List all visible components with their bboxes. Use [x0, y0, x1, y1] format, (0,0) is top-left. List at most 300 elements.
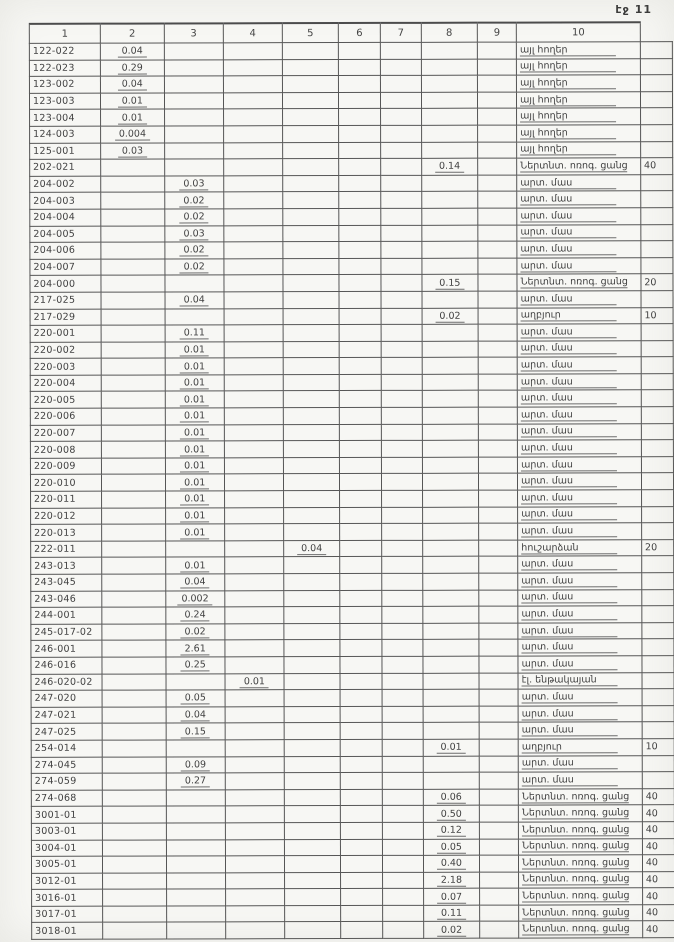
margin-note	[642, 705, 674, 722]
area-value-cell-col7	[383, 872, 424, 889]
area-value-cell-col5	[283, 291, 339, 308]
area-value-cell-col3	[166, 624, 225, 641]
area-value: 0.02	[179, 195, 208, 207]
area-value-cell-col4	[225, 856, 284, 873]
area-value-cell-col3	[165, 574, 224, 591]
parcel-code-cell: 274-068	[31, 790, 102, 807]
area-value-cell-col6	[340, 573, 382, 590]
margin-note	[642, 589, 674, 606]
parcel-code-cell: 3003-01	[31, 823, 102, 840]
landuse-cell	[518, 573, 642, 590]
landuse-cell	[518, 490, 642, 507]
area-value-cell-col7	[382, 656, 423, 673]
parcel-code-cell: 204-007	[30, 259, 101, 276]
area-value-cell-col6	[340, 706, 382, 723]
area-value-cell-col5	[284, 623, 340, 640]
table-header	[29, 22, 672, 43]
landuse-text: արտ. մաս	[522, 658, 618, 670]
landuse-text: արտ. մաս	[521, 326, 617, 338]
area-value-cell-col4	[225, 723, 284, 740]
area-value-cell-col4	[224, 391, 283, 408]
column-header-1: 1	[29, 24, 100, 44]
area-value-cell-col5	[283, 441, 339, 458]
area-value-cell-col8	[422, 507, 478, 524]
area-value-cell-col8	[423, 739, 479, 756]
area-value-cell-col5	[283, 374, 339, 391]
landuse-text: արտ. մաս	[520, 210, 616, 222]
area-value: 0.24	[180, 610, 209, 622]
area-value: 0.03	[118, 145, 147, 157]
margin-note	[642, 556, 674, 573]
area-value: 0.004	[115, 129, 150, 141]
area-value-cell-col5	[283, 424, 339, 441]
area-value-cell-col6	[340, 607, 382, 624]
area-value-cell-col8	[422, 474, 478, 491]
area-value-cell-col5	[282, 126, 338, 143]
area-value-cell-col5	[283, 358, 339, 375]
parcel-code-cell: 220-006	[30, 408, 101, 425]
table-row	[31, 656, 674, 674]
parcel-code-cell: 3018-01	[32, 923, 103, 940]
area-value-cell-col2	[102, 740, 166, 757]
area-value-cell-col4	[225, 557, 284, 574]
area-value-cell-col7	[382, 424, 423, 441]
area-value-cell-col9	[479, 805, 518, 822]
area-value-cell-col3	[165, 491, 224, 508]
area-value-cell-col7	[381, 76, 422, 93]
area-value-cell-col4	[225, 839, 284, 856]
area-value-cell-col3	[164, 93, 223, 110]
area-value-cell-col7	[382, 640, 423, 657]
area-value-cell-col4	[225, 623, 284, 640]
area-value-cell-col3	[165, 590, 224, 607]
table-row	[30, 241, 673, 259]
area-value-cell-col2	[102, 607, 166, 624]
area-value-cell-col6	[340, 524, 382, 541]
area-value-cell-col9	[478, 341, 517, 358]
area-value-cell-col2	[102, 723, 166, 740]
margin-note	[641, 390, 673, 407]
parcel-code-cell: 3016-01	[32, 889, 103, 906]
area-value: 0.27	[181, 776, 210, 788]
parcel-code-cell: 243-013	[31, 558, 102, 575]
area-value-cell-col9	[479, 706, 518, 723]
area-value-cell-col8	[423, 922, 479, 939]
area-value: 0.11	[437, 908, 466, 920]
landuse-cell	[518, 689, 642, 706]
area-value-cell-col2	[101, 275, 165, 292]
parcel-code-cell: 204-000	[30, 275, 101, 292]
table-row	[31, 855, 674, 873]
parcel-code-cell: 124-003	[30, 126, 101, 143]
area-value-cell-col8	[423, 905, 479, 922]
landuse-cell	[516, 42, 640, 59]
area-value: 0.11	[180, 328, 209, 340]
landuse-text: արտ. մաս	[521, 426, 617, 438]
area-value-cell-col3	[166, 723, 225, 740]
area-value-cell-col6	[339, 308, 381, 325]
landuse-text: Ներտնտ. ոռոգ. ցանց	[522, 906, 630, 919]
area-value-cell-col2	[101, 375, 165, 392]
area-value-cell-col8	[423, 673, 479, 690]
area-value-cell-col3	[165, 275, 224, 292]
area-value: 0.01	[180, 510, 209, 522]
margin-note	[642, 772, 674, 789]
area-value: 0.01	[180, 461, 209, 473]
area-value-cell-col4	[223, 76, 282, 93]
area-value-cell-col5	[284, 690, 340, 707]
area-value-cell-col6	[340, 457, 382, 474]
area-value-cell-col8	[422, 324, 478, 341]
landuse-text: արտ. մաս	[521, 525, 617, 537]
area-value-cell-col9	[478, 490, 517, 507]
area-value-cell-col7	[382, 540, 423, 557]
area-value-cell-col9	[479, 739, 518, 756]
area-value: 0.15	[435, 277, 464, 289]
area-value-cell-col9	[479, 573, 518, 590]
landuse-cell	[518, 788, 642, 805]
margin-note	[640, 125, 672, 142]
area-value-cell-col3	[165, 259, 224, 276]
table-row	[31, 672, 674, 690]
landuse-cell	[518, 739, 642, 756]
area-value-cell-col4	[223, 159, 282, 176]
area-value-cell-col9	[480, 922, 519, 939]
area-value-cell-col3	[166, 823, 225, 840]
parcel-code-cell: 274-059	[31, 773, 102, 790]
area-value-cell-col4	[224, 258, 283, 275]
parcel-code-cell: 204-003	[30, 193, 101, 210]
area-value: 0.09	[181, 759, 210, 771]
area-value-cell-col7	[381, 59, 422, 76]
area-value-cell-col6	[341, 856, 383, 873]
landuse-text: արտ. մաս	[521, 393, 617, 405]
table-row	[30, 141, 673, 159]
landuse-cell	[517, 423, 641, 440]
area-value: 0.14	[435, 161, 464, 173]
area-value: 0.02	[180, 245, 209, 257]
area-value-cell-col2	[101, 209, 165, 226]
area-value-cell-col6	[339, 76, 381, 93]
landuse-cell	[519, 921, 643, 938]
area-value-cell-col4	[224, 308, 283, 325]
area-value-cell-col8	[423, 573, 479, 590]
margin-note	[641, 490, 673, 507]
margin-note	[641, 357, 673, 374]
area-value-cell-col2	[102, 757, 166, 774]
parcel-code-cell: 246-020-02	[31, 674, 102, 691]
area-value-cell-col2	[100, 60, 164, 77]
area-value: 0.01	[180, 494, 209, 506]
landuse-cell	[518, 556, 642, 573]
area-value-cell-col6	[339, 441, 381, 458]
area-value-cell-col2	[102, 790, 166, 807]
margin-note	[640, 91, 672, 108]
area-value-cell-col9	[477, 108, 516, 125]
landuse-text: Ներտնտ. ոռոգ. ցանց	[522, 823, 630, 836]
area-value: 0.01	[180, 361, 209, 373]
area-value-cell-col6	[339, 192, 381, 209]
table-row	[29, 58, 672, 76]
area-value-cell-col2	[102, 690, 166, 707]
landuse-text: արտ. մաս	[522, 625, 618, 637]
area-value-cell-col2	[101, 474, 165, 491]
margin-note: 40	[642, 822, 674, 839]
area-value-cell-col6	[340, 640, 382, 657]
area-value: 0.40	[437, 858, 466, 870]
landuse-text: այլ հողեր	[520, 110, 616, 122]
area-value-cell-col8	[421, 92, 477, 109]
parcel-code-cell: 123-002	[29, 76, 100, 93]
table-row	[30, 257, 673, 275]
area-value-cell-col9	[479, 772, 518, 789]
area-value-cell-col5	[282, 92, 338, 109]
table-row	[30, 473, 673, 491]
area-value-cell-col5	[283, 491, 339, 508]
area-value-cell-col6	[339, 258, 381, 275]
parcel-code-cell: 222-011	[31, 541, 102, 558]
parcel-code-cell: 220-003	[30, 358, 101, 375]
area-value-cell-col6	[340, 474, 382, 491]
area-value-cell-col7	[381, 407, 422, 424]
area-value-cell-col2	[101, 358, 165, 375]
area-value-cell-col2	[101, 292, 165, 309]
table-row	[31, 838, 674, 856]
parcel-code-cell: 125-001	[30, 143, 101, 160]
area-value-cell-col3	[166, 756, 225, 773]
area-value-cell-col5	[284, 673, 340, 690]
area-value-cell-col3	[165, 458, 224, 475]
area-value-cell-col7	[381, 158, 422, 175]
area-value: 0.01	[118, 96, 147, 108]
landuse-cell	[518, 705, 642, 722]
area-value-cell-col6	[339, 92, 381, 109]
area-value-cell-col3	[166, 673, 225, 690]
area-value-cell-col5	[283, 258, 339, 275]
margin-note: 20	[642, 539, 674, 556]
area-value-cell-col7	[381, 225, 422, 242]
area-value-cell-col4	[225, 706, 284, 723]
area-value-cell-col6	[339, 341, 381, 358]
landuse-cell	[519, 855, 643, 872]
area-value-cell-col6	[340, 723, 382, 740]
margin-note	[640, 58, 672, 75]
landuse-text: արտ. մաս	[521, 459, 617, 471]
area-value-cell-col9	[478, 208, 517, 225]
area-value-cell-col9	[478, 291, 517, 308]
landuse-text: արտ. մաս	[521, 293, 617, 305]
area-value: 0.02	[437, 924, 466, 936]
margin-note	[641, 506, 673, 523]
margin-note: 40	[642, 838, 674, 855]
area-value-cell-col4	[223, 43, 282, 60]
area-value-cell-col6	[340, 623, 382, 640]
area-value-cell-col6	[340, 656, 382, 673]
landuse-text: Ներտնտ. ոռոգ. ցանց	[522, 873, 630, 886]
table-row	[31, 788, 674, 806]
area-value-cell-col7	[382, 507, 423, 524]
margin-note	[640, 141, 672, 158]
area-value-cell-col7	[382, 623, 423, 640]
area-value-cell-col6	[339, 291, 381, 308]
area-value-cell-col4	[224, 358, 283, 375]
area-value-cell-col3	[165, 391, 224, 408]
landuse-cell	[518, 672, 642, 689]
table-row	[30, 307, 673, 325]
area-value-cell-col5	[283, 391, 339, 408]
landuse-cell	[517, 374, 641, 391]
landuse-text: Ներտնտ. ոռոգ. ցանց	[520, 160, 628, 172]
area-value-cell-col7	[383, 855, 424, 872]
area-value-cell-col2	[101, 226, 165, 243]
area-value-cell-col8	[423, 656, 479, 673]
landuse-cell	[517, 324, 641, 341]
landuse-text: արտ. մաս	[522, 691, 618, 703]
landuse-text: այլ հողեր	[520, 94, 616, 106]
area-value-cell-col6	[340, 540, 382, 557]
landuse-cell	[517, 257, 641, 274]
area-value-cell-col5	[283, 142, 339, 159]
margin-note: 40	[642, 855, 674, 872]
area-value: 0.01	[180, 378, 209, 390]
area-value-cell-col9	[479, 789, 518, 806]
area-value-cell-col7	[381, 275, 422, 292]
parcel-code-cell: 243-045	[31, 574, 102, 591]
table-row	[32, 888, 674, 906]
area-value-cell-col5	[283, 275, 339, 292]
landuse-text: Ներտնտ. ոռոգ. ցանց	[522, 923, 630, 935]
area-value-cell-col3	[165, 308, 224, 325]
area-value-cell-col8	[421, 75, 477, 92]
area-value-cell-col8	[422, 225, 478, 242]
table-row	[30, 125, 673, 143]
area-value-cell-col3	[165, 242, 224, 259]
parcel-code-cell: 204-006	[30, 242, 101, 259]
area-value-cell-col5	[283, 507, 339, 524]
area-value-cell-col3	[165, 375, 224, 392]
area-value-cell-col9	[479, 872, 518, 889]
table-row	[31, 722, 674, 740]
area-value-cell-col8	[423, 822, 479, 839]
table-row	[31, 705, 674, 723]
area-value-cell-col7	[382, 689, 423, 706]
area-value-cell-col3	[166, 690, 225, 707]
area-value-cell-col5	[283, 341, 339, 358]
area-value-cell-col8	[422, 208, 478, 225]
area-value-cell-col2	[102, 574, 166, 591]
landuse-text: արտ. մաս	[520, 227, 616, 239]
area-value-cell-col8	[423, 888, 479, 905]
table-row	[30, 374, 673, 392]
table-row	[30, 423, 673, 441]
area-value: 0.01	[118, 112, 147, 124]
parcel-code-cell: 274-045	[31, 757, 102, 774]
area-value-cell-col8	[422, 192, 478, 209]
parcel-code-cell: 217-025	[30, 292, 101, 309]
margin-note	[641, 457, 673, 474]
parcel-code-cell: 3017-01	[32, 906, 103, 923]
margin-note	[641, 241, 673, 258]
column-header-7: 7	[380, 23, 421, 43]
landuse-cell	[518, 523, 642, 540]
area-value-cell-col3	[164, 159, 223, 176]
area-value-cell-col5	[284, 822, 340, 839]
landuse-text: Ներտնտ. ոռոգ. ցանց	[520, 276, 628, 288]
landuse-cell	[518, 589, 642, 606]
table-row	[30, 457, 673, 475]
table-row	[31, 772, 674, 790]
table-row	[30, 407, 673, 425]
landuse-cell	[518, 772, 642, 789]
landuse-cell	[517, 274, 641, 291]
area-value-cell-col9	[478, 407, 517, 424]
landuse-cell	[519, 871, 643, 888]
area-value-cell-col7	[382, 772, 423, 789]
area-value-cell-col5	[284, 590, 340, 607]
landuse-cell	[518, 440, 642, 457]
margin-note: 10	[642, 739, 674, 756]
area-value-cell-col8	[422, 357, 478, 374]
area-value-cell-col5	[284, 557, 340, 574]
area-value-cell-col6	[341, 889, 383, 906]
area-value: 0.02	[180, 261, 209, 273]
area-value-cell-col9	[478, 142, 517, 159]
area-value-cell-col3	[166, 922, 225, 939]
area-value-cell-col9	[479, 756, 518, 773]
landuse-text: արտ. մաս	[521, 343, 617, 355]
area-value-cell-col2	[102, 508, 166, 525]
landuse-cell	[517, 241, 641, 258]
area-value-cell-col8	[423, 557, 479, 574]
area-value-cell-col4	[224, 192, 283, 209]
landuse-cell	[517, 191, 641, 208]
area-value-cell-col9	[479, 556, 518, 573]
margin-note: 40	[643, 921, 674, 938]
table-row	[29, 91, 672, 109]
area-value-cell-col9	[479, 839, 518, 856]
area-value-cell-col3	[166, 790, 225, 807]
area-value-cell-col9	[479, 606, 518, 623]
area-value-cell-col4	[224, 458, 283, 475]
area-value-cell-col4	[224, 175, 283, 192]
area-value: 0.06	[437, 792, 466, 804]
area-value-cell-col9	[479, 507, 518, 524]
table-row	[31, 739, 674, 757]
area-value-cell-col4	[223, 142, 282, 159]
landuse-text: այլ հողեր	[520, 144, 616, 156]
area-value-cell-col4	[224, 540, 283, 557]
landuse-cell	[517, 390, 641, 407]
area-value-cell-col2	[102, 657, 166, 674]
margin-note	[640, 75, 672, 92]
area-value-cell-col2	[101, 342, 165, 359]
table-row	[30, 324, 673, 342]
landuse-text: այլ հողեր	[520, 61, 616, 73]
area-value: 2.18	[437, 875, 466, 887]
area-value-cell-col9	[478, 158, 517, 175]
area-value-cell-col8	[421, 125, 477, 142]
area-value-cell-col2	[101, 176, 165, 193]
area-value-cell-col9	[479, 523, 518, 540]
area-value-cell-col6	[339, 242, 381, 259]
area-value-cell-col5	[282, 76, 338, 93]
area-value-cell-col7	[382, 573, 423, 590]
area-value-cell-col9	[480, 905, 519, 922]
area-value-cell-col2	[102, 524, 166, 541]
margin-note	[640, 108, 672, 125]
margin-note	[642, 622, 674, 639]
area-value-cell-col8	[422, 374, 478, 391]
